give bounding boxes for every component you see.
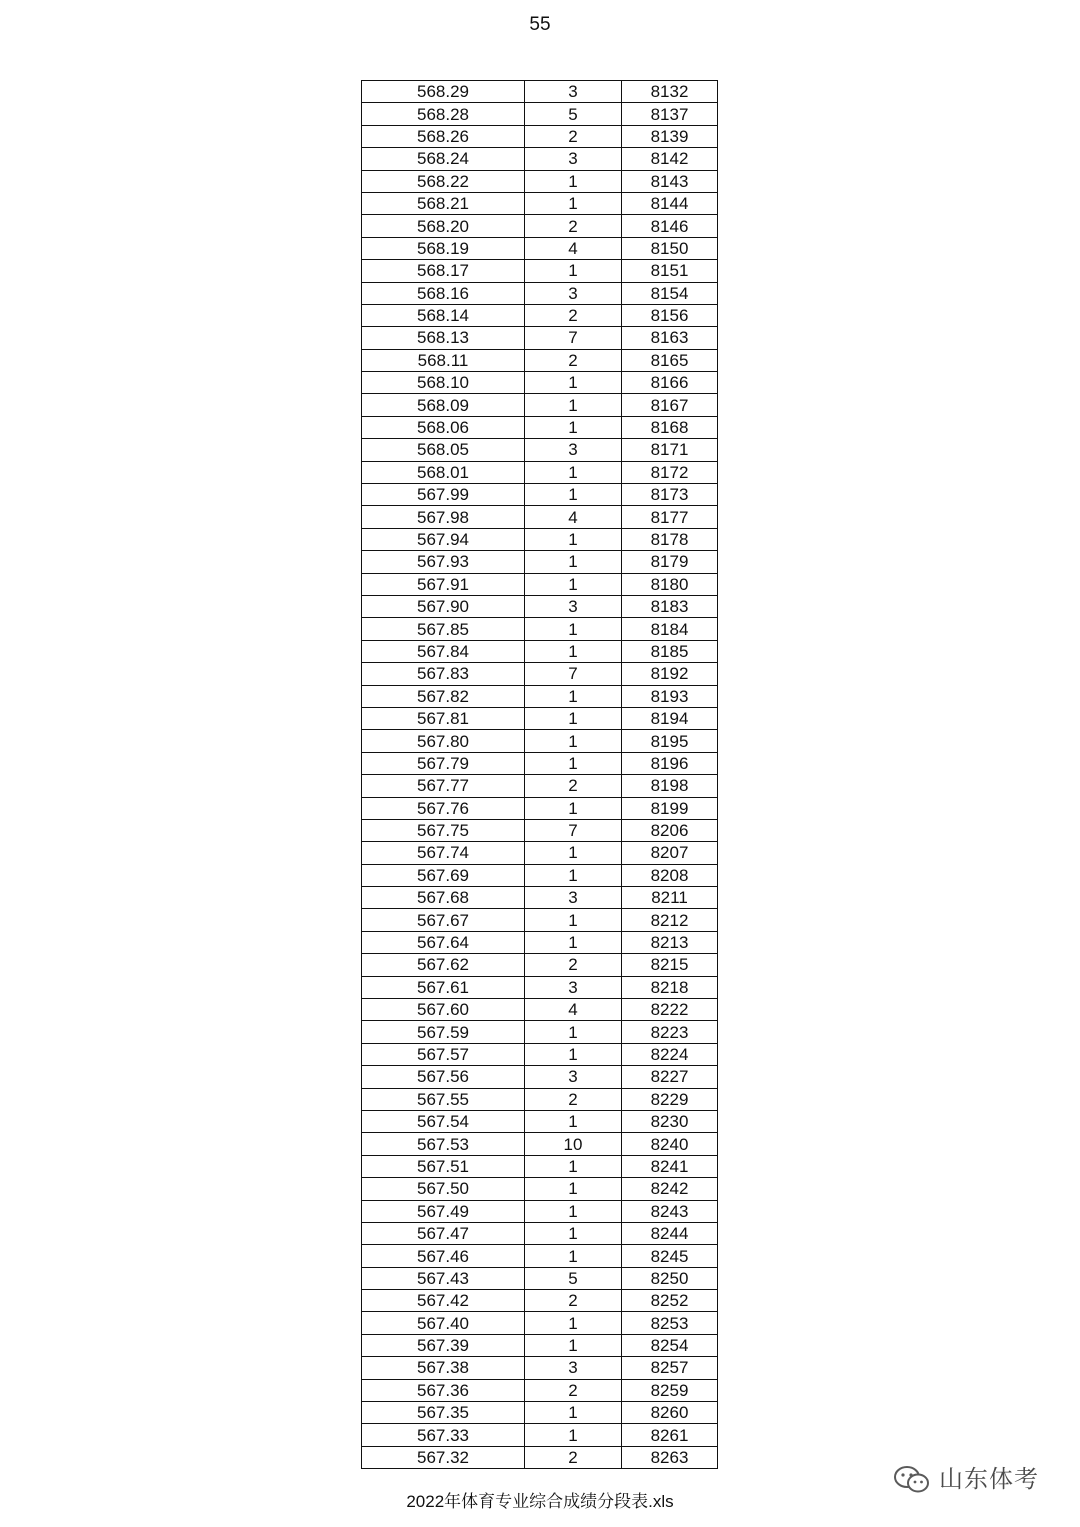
score-cell: 567.79 — [362, 752, 525, 774]
count-cell: 2 — [525, 1446, 622, 1468]
cumulative-cell: 8257 — [622, 1357, 718, 1379]
score-cell: 567.81 — [362, 707, 525, 729]
count-cell: 7 — [525, 663, 622, 685]
score-cell: 567.36 — [362, 1379, 525, 1401]
count-cell: 1 — [525, 797, 622, 819]
cumulative-cell: 8179 — [622, 551, 718, 573]
count-cell: 3 — [525, 976, 622, 998]
table-row — [362, 1021, 718, 1043]
count-cell: 1 — [525, 909, 622, 931]
cumulative-cell: 8146 — [622, 215, 718, 237]
score-cell: 568.21 — [362, 192, 525, 214]
cumulative-cell: 8173 — [622, 484, 718, 506]
score-cell: 568.14 — [362, 304, 525, 326]
table-row — [362, 573, 718, 595]
table-row — [362, 1379, 718, 1401]
cumulative-cell: 8208 — [622, 864, 718, 886]
cumulative-cell: 8240 — [622, 1133, 718, 1155]
score-cell: 568.28 — [362, 103, 525, 125]
table-row — [362, 999, 718, 1021]
table-row — [362, 551, 718, 573]
count-cell: 5 — [525, 1267, 622, 1289]
count-cell: 1 — [525, 394, 622, 416]
table-row — [362, 1088, 718, 1110]
table-row — [362, 887, 718, 909]
table-row — [362, 372, 718, 394]
count-cell: 1 — [525, 484, 622, 506]
count-cell: 2 — [525, 349, 622, 371]
score-cell: 567.62 — [362, 954, 525, 976]
watermark-text: 山东体考 — [939, 1466, 1039, 1493]
count-cell: 3 — [525, 148, 622, 170]
cumulative-cell: 8245 — [622, 1245, 718, 1267]
count-cell: 1 — [525, 1110, 622, 1132]
score-cell: 567.94 — [362, 528, 525, 550]
score-cell: 567.83 — [362, 663, 525, 685]
table-body — [362, 81, 718, 1469]
score-cell: 567.57 — [362, 1043, 525, 1065]
count-cell: 3 — [525, 439, 622, 461]
count-cell: 1 — [525, 1200, 622, 1222]
count-cell: 2 — [525, 775, 622, 797]
score-cell: 568.20 — [362, 215, 525, 237]
count-cell: 7 — [525, 327, 622, 349]
score-cell: 567.43 — [362, 1267, 525, 1289]
table-row — [362, 730, 718, 752]
table-row — [362, 752, 718, 774]
count-cell: 7 — [525, 819, 622, 841]
cumulative-cell: 8137 — [622, 103, 718, 125]
table-row — [362, 1178, 718, 1200]
table-row — [362, 1200, 718, 1222]
score-cell: 567.51 — [362, 1155, 525, 1177]
score-cell: 568.10 — [362, 372, 525, 394]
table-row — [362, 394, 718, 416]
table-row — [362, 125, 718, 147]
table-row — [362, 484, 718, 506]
table-row — [362, 685, 718, 707]
count-cell: 5 — [525, 103, 622, 125]
cumulative-cell: 8144 — [622, 192, 718, 214]
score-cell: 567.47 — [362, 1222, 525, 1244]
cumulative-cell: 8183 — [622, 595, 718, 617]
count-cell: 1 — [525, 730, 622, 752]
score-cell: 568.09 — [362, 394, 525, 416]
count-cell: 4 — [525, 999, 622, 1021]
score-cell: 567.93 — [362, 551, 525, 573]
cumulative-cell: 8260 — [622, 1402, 718, 1424]
count-cell: 1 — [525, 372, 622, 394]
score-cell: 567.64 — [362, 931, 525, 953]
cumulative-cell: 8185 — [622, 640, 718, 662]
table-row — [362, 1155, 718, 1177]
cumulative-cell: 8163 — [622, 327, 718, 349]
table-row — [362, 304, 718, 326]
score-cell: 568.24 — [362, 148, 525, 170]
cumulative-cell: 8218 — [622, 976, 718, 998]
score-cell: 568.17 — [362, 260, 525, 282]
count-cell: 1 — [525, 260, 622, 282]
cumulative-cell: 8215 — [622, 954, 718, 976]
cumulative-cell: 8250 — [622, 1267, 718, 1289]
count-cell: 1 — [525, 1178, 622, 1200]
score-cell: 567.76 — [362, 797, 525, 819]
cumulative-cell: 8177 — [622, 506, 718, 528]
table-row — [362, 506, 718, 528]
table-row — [362, 461, 718, 483]
cumulative-cell: 8156 — [622, 304, 718, 326]
table-row — [362, 618, 718, 640]
table-row — [362, 931, 718, 953]
score-cell: 567.54 — [362, 1110, 525, 1132]
count-cell: 1 — [525, 752, 622, 774]
cumulative-cell: 8242 — [622, 1178, 718, 1200]
cumulative-cell: 8223 — [622, 1021, 718, 1043]
cumulative-cell: 8154 — [622, 282, 718, 304]
table-row — [362, 282, 718, 304]
score-cell: 567.49 — [362, 1200, 525, 1222]
table-row — [362, 81, 718, 103]
count-cell: 2 — [525, 125, 622, 147]
cumulative-cell: 8150 — [622, 237, 718, 259]
table-row — [362, 148, 718, 170]
table-row — [362, 1334, 718, 1356]
score-cell: 568.06 — [362, 416, 525, 438]
count-cell: 1 — [525, 842, 622, 864]
score-cell: 567.38 — [362, 1357, 525, 1379]
cumulative-cell: 8196 — [622, 752, 718, 774]
count-cell: 1 — [525, 551, 622, 573]
score-cell: 568.05 — [362, 439, 525, 461]
cumulative-cell: 8184 — [622, 618, 718, 640]
cumulative-cell: 8206 — [622, 819, 718, 841]
table-row — [362, 237, 718, 259]
count-cell: 1 — [525, 864, 622, 886]
page-number: 55 — [529, 14, 551, 35]
cumulative-cell: 8243 — [622, 1200, 718, 1222]
count-cell: 1 — [525, 640, 622, 662]
table-row — [362, 349, 718, 371]
score-cell: 567.74 — [362, 842, 525, 864]
cumulative-cell: 8132 — [622, 81, 718, 103]
count-cell: 2 — [525, 1290, 622, 1312]
cumulative-cell: 8165 — [622, 349, 718, 371]
count-cell: 1 — [525, 416, 622, 438]
score-cell: 567.85 — [362, 618, 525, 640]
count-cell: 2 — [525, 1379, 622, 1401]
score-cell: 567.98 — [362, 506, 525, 528]
cumulative-cell: 8222 — [622, 999, 718, 1021]
score-cell: 567.40 — [362, 1312, 525, 1334]
score-cell: 567.82 — [362, 685, 525, 707]
table-row — [362, 864, 718, 886]
cumulative-cell: 8178 — [622, 528, 718, 550]
cumulative-cell: 8263 — [622, 1446, 718, 1468]
count-cell: 1 — [525, 461, 622, 483]
cumulative-cell: 8224 — [622, 1043, 718, 1065]
table-row — [362, 909, 718, 931]
count-cell: 10 — [525, 1133, 622, 1155]
table-row — [362, 663, 718, 685]
table-row — [362, 1290, 718, 1312]
cumulative-cell: 8168 — [622, 416, 718, 438]
cumulative-cell: 8180 — [622, 573, 718, 595]
count-cell: 1 — [525, 685, 622, 707]
cumulative-cell: 8227 — [622, 1066, 718, 1088]
count-cell: 3 — [525, 595, 622, 617]
cumulative-cell: 8212 — [622, 909, 718, 931]
score-cell: 568.13 — [362, 327, 525, 349]
score-cell: 567.99 — [362, 484, 525, 506]
score-cell: 567.32 — [362, 1446, 525, 1468]
count-cell: 3 — [525, 887, 622, 909]
table-row — [362, 1066, 718, 1088]
table-row — [362, 1312, 718, 1334]
count-cell: 4 — [525, 237, 622, 259]
score-cell: 567.90 — [362, 595, 525, 617]
cumulative-cell: 8195 — [622, 730, 718, 752]
count-cell: 3 — [525, 81, 622, 103]
cumulative-cell: 8261 — [622, 1424, 718, 1446]
score-cell: 568.22 — [362, 170, 525, 192]
cumulative-cell: 8211 — [622, 887, 718, 909]
cumulative-cell: 8194 — [622, 707, 718, 729]
cumulative-cell: 8213 — [622, 931, 718, 953]
score-cell: 567.80 — [362, 730, 525, 752]
cumulative-cell: 8167 — [622, 394, 718, 416]
table-row — [362, 954, 718, 976]
cumulative-cell: 8166 — [622, 372, 718, 394]
count-cell: 1 — [525, 1155, 622, 1177]
table-row — [362, 1110, 718, 1132]
count-cell: 1 — [525, 1043, 622, 1065]
score-cell: 567.68 — [362, 887, 525, 909]
table-row — [362, 842, 718, 864]
cumulative-cell: 8254 — [622, 1334, 718, 1356]
count-cell: 1 — [525, 931, 622, 953]
count-cell: 2 — [525, 215, 622, 237]
cumulative-cell: 8252 — [622, 1290, 718, 1312]
score-cell: 567.69 — [362, 864, 525, 886]
table-row — [362, 1267, 718, 1289]
table-row — [362, 103, 718, 125]
score-cell: 567.77 — [362, 775, 525, 797]
score-cell: 567.46 — [362, 1245, 525, 1267]
count-cell: 1 — [525, 1245, 622, 1267]
cumulative-cell: 8199 — [622, 797, 718, 819]
count-cell: 2 — [525, 304, 622, 326]
score-cell: 568.11 — [362, 349, 525, 371]
count-cell: 1 — [525, 1424, 622, 1446]
score-cell: 568.01 — [362, 461, 525, 483]
cumulative-cell: 8259 — [622, 1379, 718, 1401]
footer-filename: 2022年体育专业综合成绩分段表.xls — [406, 1492, 674, 1511]
table-row — [362, 1446, 718, 1468]
table-row — [362, 192, 718, 214]
cumulative-cell: 8253 — [622, 1312, 718, 1334]
count-cell: 2 — [525, 1088, 622, 1110]
cumulative-cell: 8207 — [622, 842, 718, 864]
cumulative-cell: 8142 — [622, 148, 718, 170]
table-row — [362, 439, 718, 461]
count-cell: 1 — [525, 192, 622, 214]
score-cell: 568.26 — [362, 125, 525, 147]
score-cell: 567.75 — [362, 819, 525, 841]
count-cell: 1 — [525, 1402, 622, 1424]
cumulative-cell: 8143 — [622, 170, 718, 192]
score-cell: 567.39 — [362, 1334, 525, 1356]
cumulative-cell: 8198 — [622, 775, 718, 797]
count-cell: 1 — [525, 1222, 622, 1244]
cumulative-cell: 8151 — [622, 260, 718, 282]
table-row — [362, 1402, 718, 1424]
table-row — [362, 260, 718, 282]
score-cell: 567.91 — [362, 573, 525, 595]
cumulative-cell: 8241 — [622, 1155, 718, 1177]
score-cell: 568.29 — [362, 81, 525, 103]
count-cell: 1 — [525, 707, 622, 729]
cumulative-cell: 8171 — [622, 439, 718, 461]
score-cell: 567.53 — [362, 1133, 525, 1155]
table-row — [362, 1133, 718, 1155]
table-row — [362, 1043, 718, 1065]
score-cell: 567.84 — [362, 640, 525, 662]
score-cell: 567.35 — [362, 1402, 525, 1424]
count-cell: 1 — [525, 573, 622, 595]
cumulative-cell: 8229 — [622, 1088, 718, 1110]
table-row — [362, 797, 718, 819]
count-cell: 1 — [525, 618, 622, 640]
score-cell: 567.55 — [362, 1088, 525, 1110]
table-row — [362, 528, 718, 550]
count-cell: 3 — [525, 1066, 622, 1088]
score-cell: 567.59 — [362, 1021, 525, 1043]
count-cell: 1 — [525, 528, 622, 550]
count-cell: 1 — [525, 170, 622, 192]
cumulative-cell: 8193 — [622, 685, 718, 707]
count-cell: 1 — [525, 1312, 622, 1334]
table-row — [362, 707, 718, 729]
count-cell: 1 — [525, 1334, 622, 1356]
score-cell: 567.60 — [362, 999, 525, 1021]
table-row — [362, 1424, 718, 1446]
count-cell: 1 — [525, 1021, 622, 1043]
table-row — [362, 215, 718, 237]
table-row — [362, 416, 718, 438]
score-cell: 567.56 — [362, 1066, 525, 1088]
count-cell: 2 — [525, 954, 622, 976]
score-distribution-table — [361, 80, 718, 1469]
table-row — [362, 1245, 718, 1267]
score-cell: 567.33 — [362, 1424, 525, 1446]
count-cell: 3 — [525, 1357, 622, 1379]
table-row — [362, 595, 718, 617]
score-cell: 568.19 — [362, 237, 525, 259]
table-row — [362, 819, 718, 841]
cumulative-cell: 8230 — [622, 1110, 718, 1132]
cumulative-cell: 8244 — [622, 1222, 718, 1244]
count-cell: 4 — [525, 506, 622, 528]
count-cell: 3 — [525, 282, 622, 304]
cumulative-cell: 8192 — [622, 663, 718, 685]
score-cell: 567.67 — [362, 909, 525, 931]
score-cell: 567.61 — [362, 976, 525, 998]
score-cell: 567.42 — [362, 1290, 525, 1312]
table-row — [362, 775, 718, 797]
table-row — [362, 1222, 718, 1244]
table-row — [362, 640, 718, 662]
table-row — [362, 327, 718, 349]
cumulative-cell: 8139 — [622, 125, 718, 147]
table-row — [362, 1357, 718, 1379]
score-cell: 568.16 — [362, 282, 525, 304]
cumulative-cell: 8172 — [622, 461, 718, 483]
table-row — [362, 170, 718, 192]
table-row — [362, 976, 718, 998]
score-cell: 567.50 — [362, 1178, 525, 1200]
